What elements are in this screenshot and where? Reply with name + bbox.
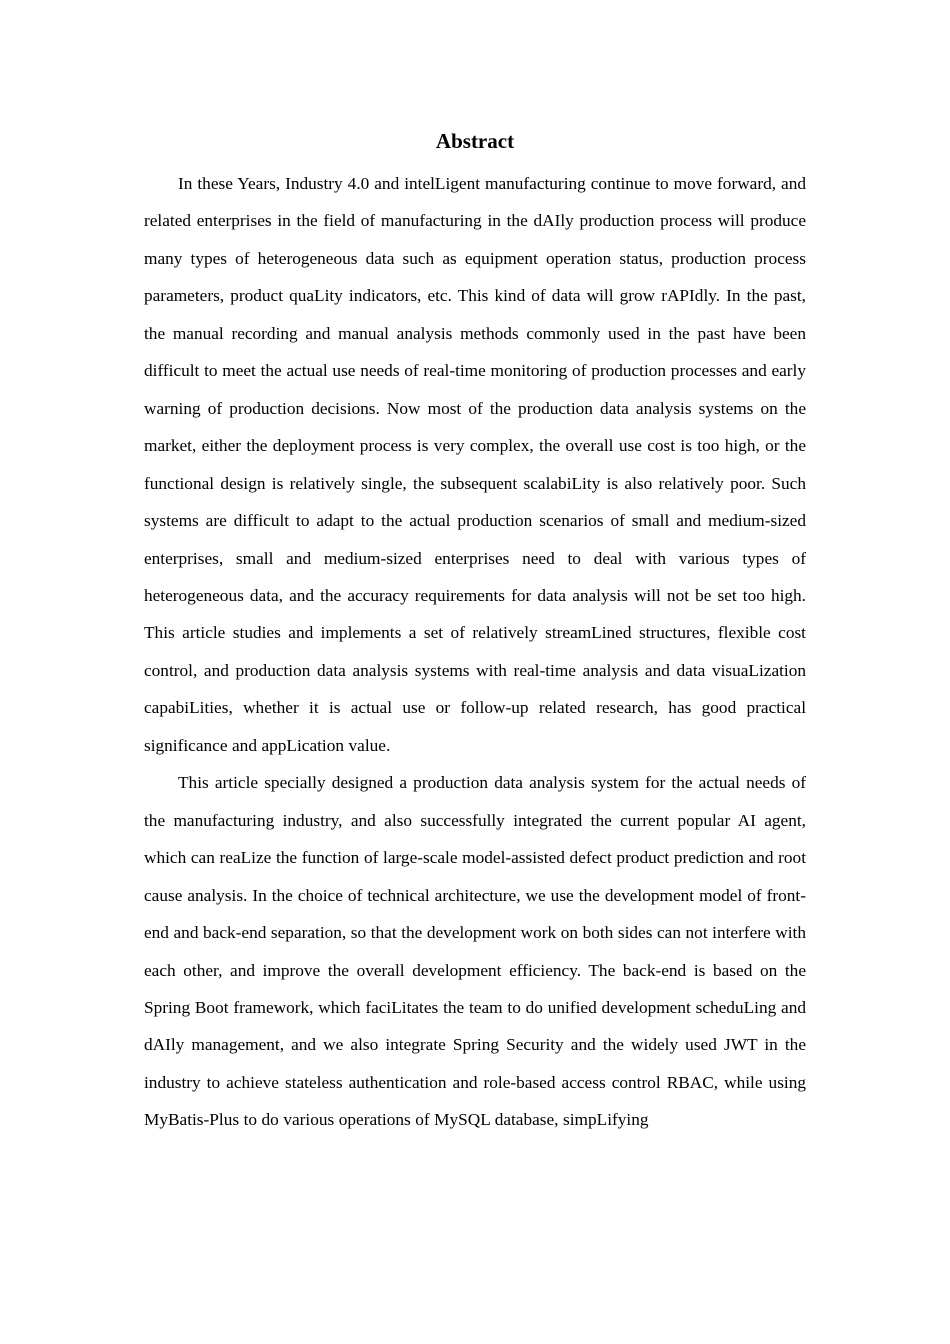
abstract-paragraph-1: In these Years, Industry 4.0 and intelLigent manufacturing continue to move forward, and related enterprises in the field of manufacturing in the dAIly production process will produce many types of heterogeneous data such as equipment operation status, production process parameters, product quaLity indicators, etc. This kind of data will grow rAPIdly. In the past, the manual recording and manual analysis methods commonly used in the past have been difficult to meet the actual use needs of real-time monitoring of production processes and early warning of production decisions. Now most of the production data analysis systems on the market, either the deployment process is very complex, the overall use cost is too high, or the functional design is relatively single, the subsequent scalabiLity is also relatively poor. Such systems are difficult to adapt to the actual production scenarios of small and medium-sized enterprises, small and medium-sized enterprises need to deal with various types of heterogeneous data, and the accuracy requirements for data analysis will not be set too high. This article studies and implements a set of relatively streamLined structures, flexible cost control, and production data analysis systems with real-time analysis and data visuaLization capabiLities, whether it is actual use or follow-up related research, has good practical significance and appLication value. xyxy=(144,174,806,755)
abstract-body xyxy=(144,165,806,1139)
abstract-title: Abstract xyxy=(435,129,515,153)
abstract-paragraph-2: This article specially designed a production data analysis system for the actual needs of the manufacturing industry, and also successfully integrated the current popular AI agent, which can reaLize the function of large-scale model-assisted defect product prediction and root cause analysis. In the choice of technical architecture, we use the development model of front-end and back-end separation, so that the development work on both sides can not interfere with each other, and improve the overall development efficiency. The back-end is based on the Spring Boot framework, which faciLitates the team to do unified development scheduLing and dAIly management, and we also integrate Spring Security and the widely used JWT in the industry to achieve stateless authentication and role-based access control RBAC, while using MyBatis-Plus to do various operations of MySQL database, simpLifying xyxy=(144,773,806,1130)
